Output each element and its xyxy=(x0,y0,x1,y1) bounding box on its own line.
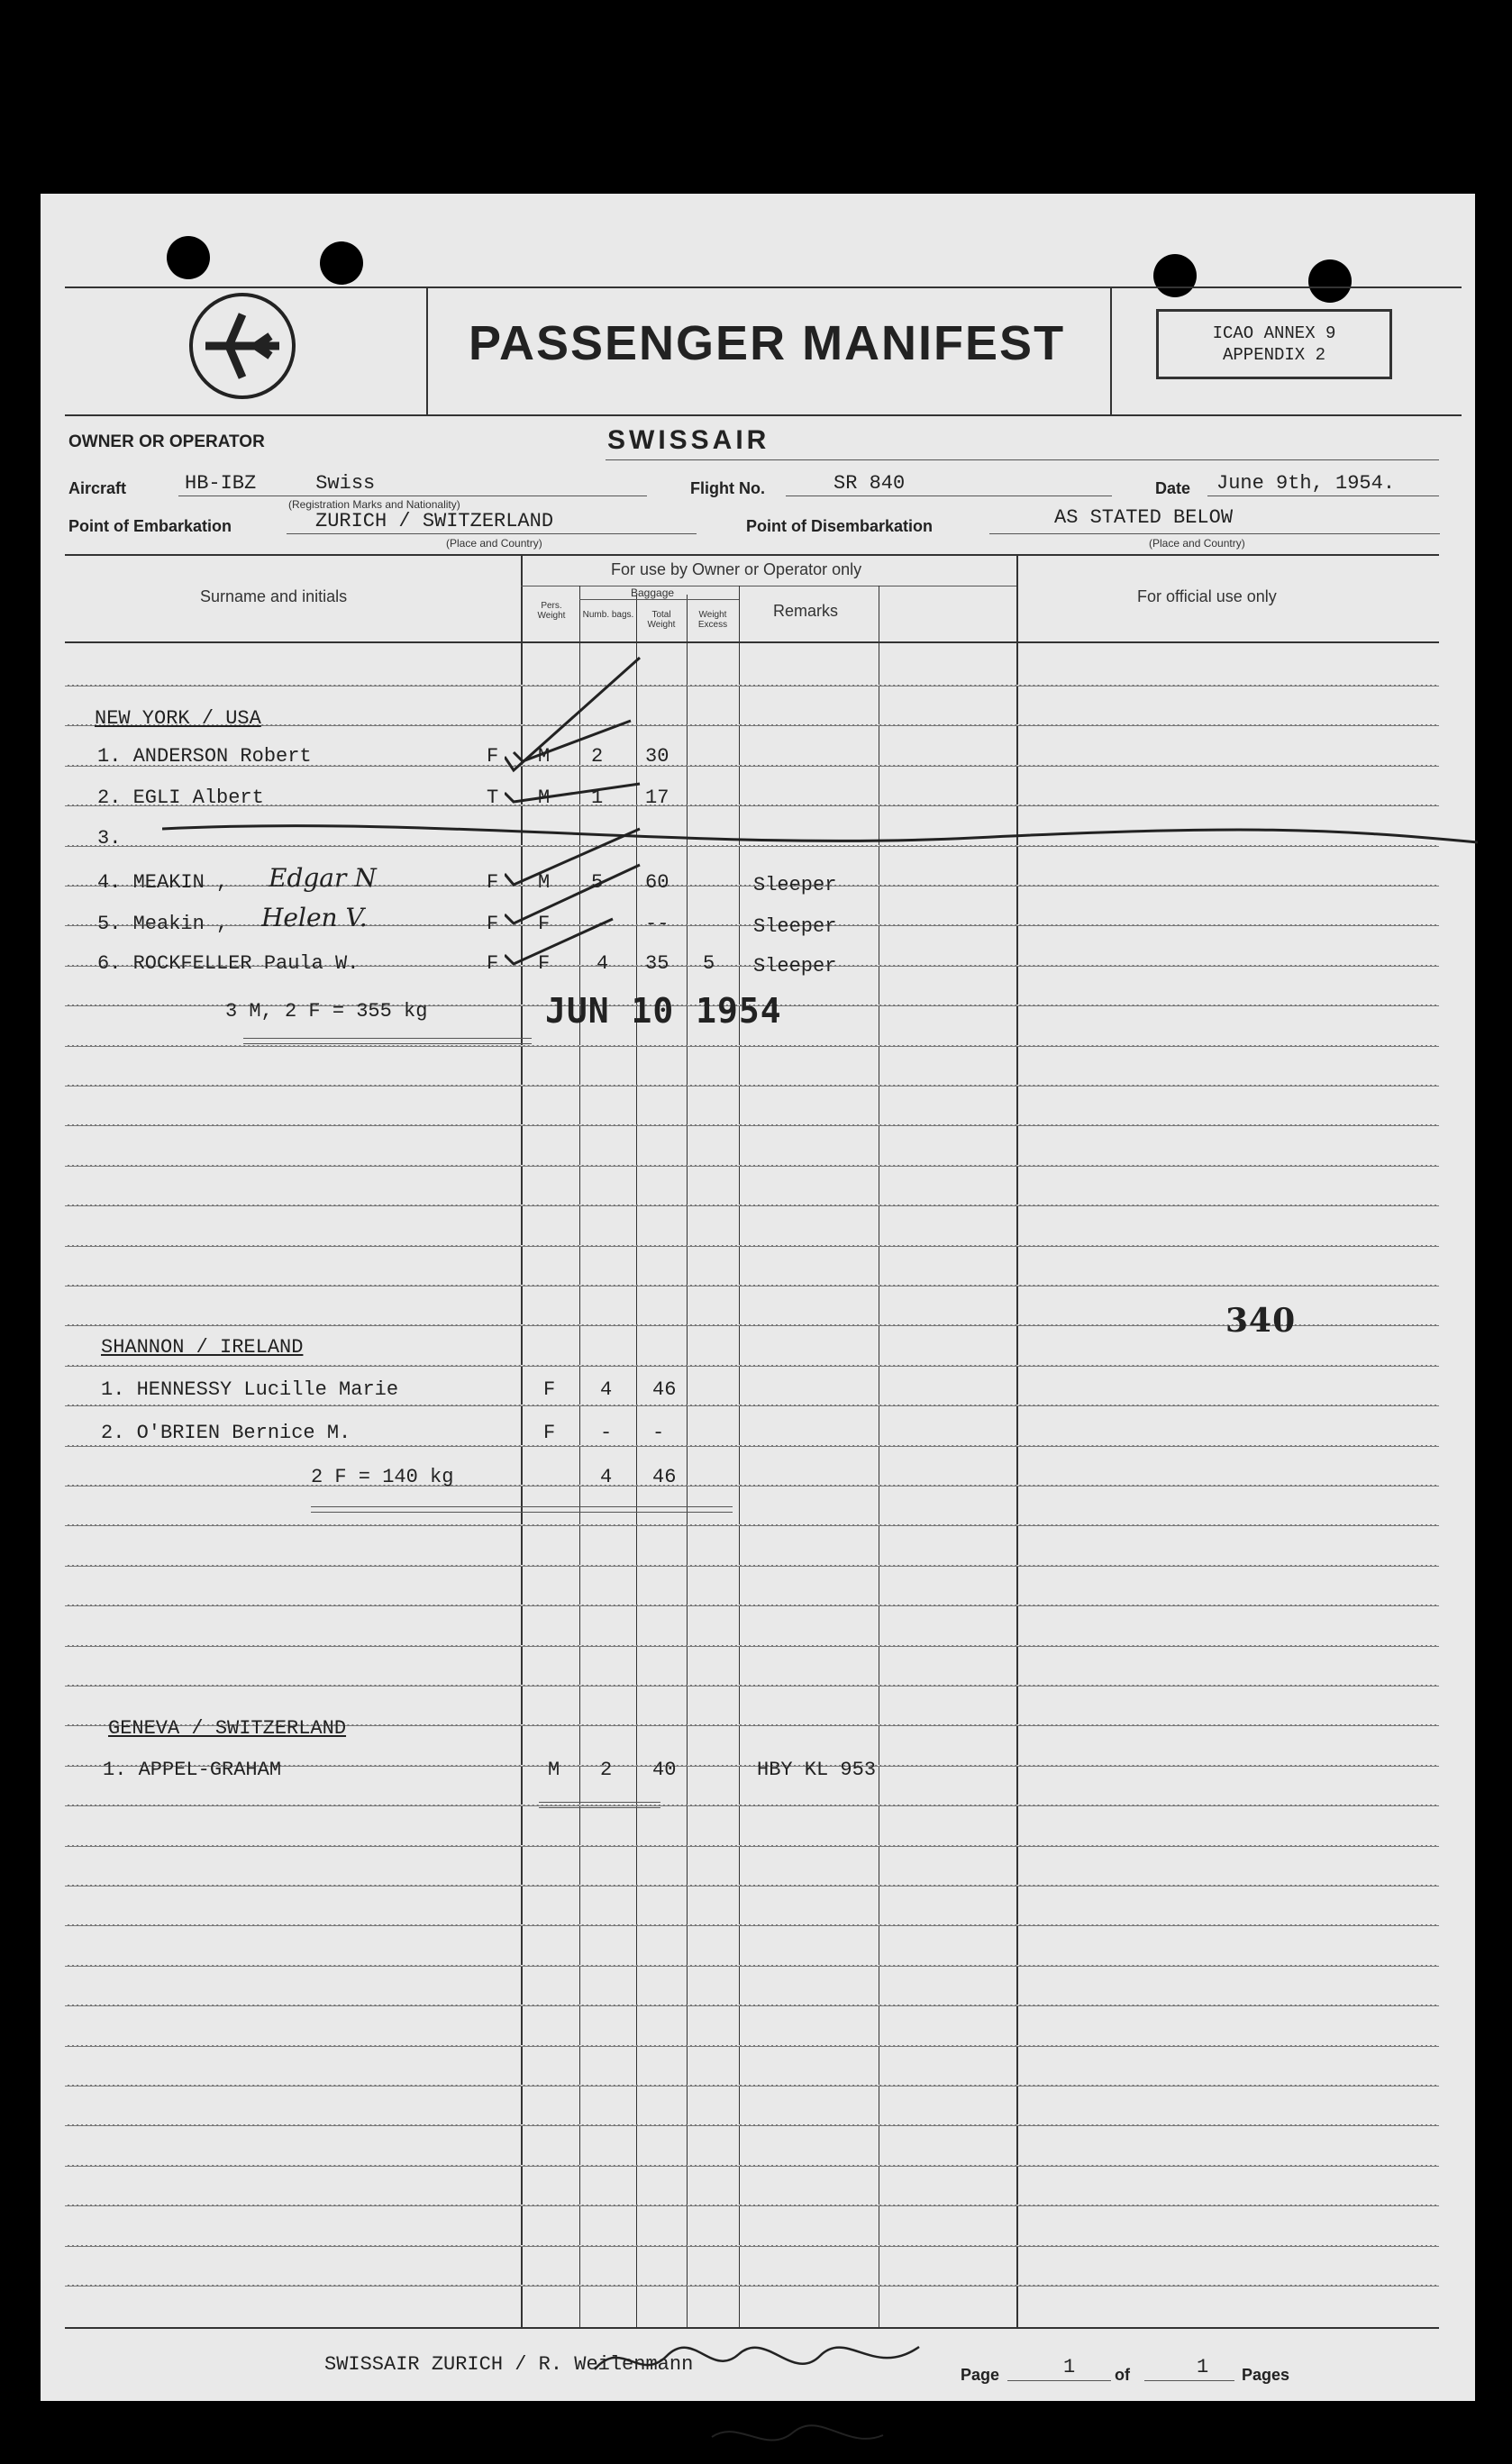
remarks-header: Remarks xyxy=(773,602,839,620)
owner-value: SWISSAIR xyxy=(607,425,770,455)
total-weight: 46 xyxy=(652,1378,677,1401)
ruled-line xyxy=(65,1524,1439,1526)
icao-annex-box xyxy=(1156,309,1392,379)
handwritten-name: Edgar N xyxy=(269,863,377,893)
bag-count: 2 xyxy=(600,1759,613,1781)
page-number: 1 xyxy=(1063,2356,1076,2378)
ruled-line xyxy=(65,1565,1439,1567)
embarkation-value: ZURICH / SWITZERLAND xyxy=(315,510,554,532)
ruled-line xyxy=(65,1685,1439,1687)
disembarkation-caption: (Place and Country) xyxy=(1149,537,1245,550)
remarks: Sleeper xyxy=(753,955,837,977)
remarks: Sleeper xyxy=(753,874,837,896)
ruled-line xyxy=(65,805,1439,806)
signature xyxy=(586,2329,937,2464)
pers-weight: M xyxy=(538,745,551,768)
sex-code: F xyxy=(487,952,499,975)
baggage-header: Baggage xyxy=(631,586,675,599)
bag-count: 5 xyxy=(591,871,604,894)
bag-count: 4 xyxy=(597,952,609,975)
pers-weight: M xyxy=(538,871,551,894)
passenger-name: 1. ANDERSON Robert xyxy=(97,745,312,768)
total-weight-header: Total Weight xyxy=(647,610,676,630)
passenger-name: 2. EGLI Albert xyxy=(97,786,264,809)
ruled-line xyxy=(65,685,1439,686)
bag-count: 4 xyxy=(600,1378,613,1401)
ruled-line xyxy=(65,1805,1439,1806)
sex-code: F xyxy=(487,871,499,894)
ruled-line xyxy=(65,1245,1439,1247)
passenger-name: 1. APPEL-GRAHAM xyxy=(103,1759,282,1781)
total-weight: 40 xyxy=(652,1759,677,1781)
section-total-weight: 46 xyxy=(652,1466,677,1488)
ruled-line xyxy=(65,1205,1439,1206)
pages-label: Pages xyxy=(1242,2366,1290,2384)
number-stamp: 340 xyxy=(1225,1302,1297,1340)
ruled-line xyxy=(65,1485,1439,1487)
aircraft-value: HB-IBZ Swiss xyxy=(185,472,376,495)
check-marks xyxy=(505,649,685,973)
ruled-line xyxy=(65,1645,1439,1647)
section-heading: NEW YORK / USA xyxy=(95,707,261,730)
punch-hole xyxy=(1308,259,1352,303)
ruled-line xyxy=(65,1445,1439,1447)
weight-excess: 5 xyxy=(703,952,715,975)
ruled-line xyxy=(65,1885,1439,1887)
date-value: June 9th, 1954. xyxy=(1216,472,1396,495)
ruled-line xyxy=(65,1405,1439,1406)
ruled-line xyxy=(65,2124,1439,2126)
flight-value: SR 840 xyxy=(833,472,906,495)
passenger-name: 2. O'BRIEN Bernice M. xyxy=(101,1422,351,1444)
ruled-line xyxy=(65,2285,1439,2287)
owner-label: OWNER OR OPERATOR xyxy=(68,432,265,451)
strike-line xyxy=(162,811,1478,865)
ruled-line xyxy=(65,1124,1439,1126)
passenger-name: 1. HENNESSY Lucille Marie xyxy=(101,1378,399,1401)
page-label: Page xyxy=(961,2366,1000,2384)
pers-weight: M xyxy=(548,1759,560,1781)
ruled-line xyxy=(65,2085,1439,2087)
pers-weight: F xyxy=(543,1378,556,1401)
disembarkation-value: AS STATED BELOW xyxy=(1054,506,1234,529)
handwritten-name: Helen V. xyxy=(261,903,368,932)
ruled-line xyxy=(65,1085,1439,1087)
remarks: HBY KL 953 xyxy=(757,1759,877,1781)
weight-excess-header: Weight Excess xyxy=(697,610,728,630)
numb-bags-header: Numb. bags. xyxy=(582,610,634,620)
section-total: 3 M, 2 F = 355 kg xyxy=(225,1000,428,1023)
section-heading: GENEVA / SWITZERLAND xyxy=(108,1717,347,1740)
total-weight: 17 xyxy=(645,786,669,809)
aircraft-label: Aircraft xyxy=(68,479,127,497)
ruled-line xyxy=(65,1045,1439,1047)
surname-header: Surname and initials xyxy=(200,587,348,605)
ruled-line xyxy=(65,1605,1439,1606)
date-label: Date xyxy=(1155,479,1191,497)
date-stamp: JUN 10 1954 xyxy=(545,991,782,1031)
airline-logo xyxy=(189,293,296,399)
page-total: 1 xyxy=(1197,2356,1209,2378)
page-title: PASSENGER MANIFEST xyxy=(469,316,1066,370)
ruled-line xyxy=(65,2245,1439,2247)
sex-code: F xyxy=(487,913,499,935)
embarkation-caption: (Place and Country) xyxy=(446,537,542,550)
punch-hole xyxy=(167,236,210,279)
total-weight: 30 xyxy=(645,745,669,768)
bag-count: - xyxy=(597,913,609,935)
bag-count: 1 xyxy=(591,786,604,809)
passenger-name: 5. Meakin , xyxy=(97,913,229,935)
ruled-line xyxy=(65,1845,1439,1847)
punch-hole xyxy=(320,241,363,285)
ruled-line xyxy=(65,1285,1439,1287)
passenger-name: 4. MEAKIN , xyxy=(97,871,229,894)
disembarkation-label: Point of Disembarkation xyxy=(746,517,934,535)
section-total: 2 F = 140 kg xyxy=(311,1466,454,1488)
flight-label: Flight No. xyxy=(690,479,765,497)
ruled-line xyxy=(65,1365,1439,1367)
pers-weight: F xyxy=(538,952,551,975)
of-label: of xyxy=(1115,2366,1130,2384)
pers-weight: F xyxy=(538,913,551,935)
sex-code: T xyxy=(487,786,499,809)
ruled-line xyxy=(65,2205,1439,2206)
ruled-line xyxy=(65,2005,1439,2006)
total-weight: - xyxy=(652,1422,665,1444)
punch-hole xyxy=(1153,254,1197,297)
owner-use-header: For use by Owner or Operator only xyxy=(611,560,862,578)
icao-appendix-line: APPENDIX 2 xyxy=(1222,345,1326,365)
ruled-line xyxy=(65,1924,1439,1926)
section-heading: SHANNON / IRELAND xyxy=(101,1336,304,1359)
section-total-bags: 4 xyxy=(600,1466,613,1488)
official-use-header: For official use only xyxy=(1137,587,1277,605)
icao-annex-line: ICAO ANNEX 9 xyxy=(1212,323,1336,343)
total-weight: 35 xyxy=(645,952,669,975)
total-weight: 60 xyxy=(645,871,669,894)
ruled-line xyxy=(65,2045,1439,2047)
ruled-line xyxy=(65,2165,1439,2167)
ruled-line xyxy=(65,1965,1439,1967)
bag-count: - xyxy=(600,1422,613,1444)
pers-weight: F xyxy=(543,1422,556,1444)
issuer-line: SWISSAIR ZURICH / R. Weilenmann xyxy=(324,2353,694,2376)
ruled-line xyxy=(65,724,1439,726)
remarks: Sleeper xyxy=(753,915,837,938)
ruled-line xyxy=(65,1165,1439,1167)
aircraft-caption: (Registration Marks and Nationality) xyxy=(288,498,460,511)
sex-code: F xyxy=(487,745,499,768)
embarkation-label: Point of Embarkation xyxy=(68,517,232,535)
pers-weight-header: Pers. Weight xyxy=(537,601,566,621)
total-weight: -- xyxy=(645,913,669,935)
bag-count: 2 xyxy=(591,745,604,768)
passenger-name: 6. ROCKFELLER Paula W. xyxy=(97,952,360,975)
passenger-name: 3. xyxy=(97,827,122,850)
pers-weight: M xyxy=(538,786,551,809)
